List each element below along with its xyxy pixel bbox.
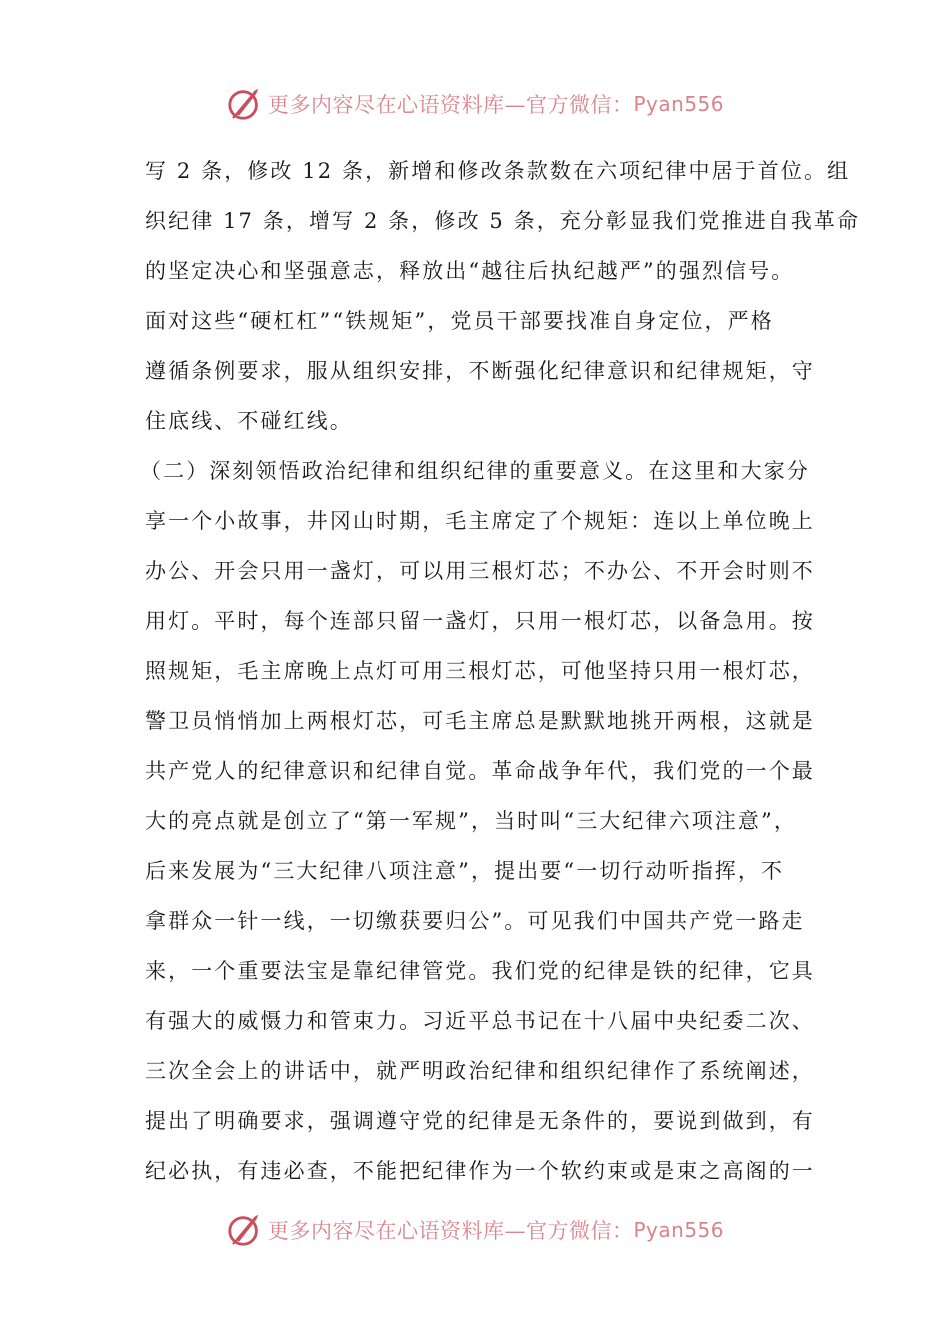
header-watermark [0,84,950,124]
body-line: 来，一个重要法宝是靠纪律管党。我们党的纪律是铁的纪律，它具 [145,959,815,983]
body-line: 遵循条例要求，服从组织安排，不断强化纪律意识和纪律规矩，守 [145,359,815,383]
body-line: 提出了明确要求，强调遵守党的纪律是无条件的，要说到做到，有 [145,1109,815,1133]
section-heading-line: （二）深刻领悟政治纪律和组织纪律的重要意义。在这里和大家分 [140,459,810,483]
body-line: 的坚定决心和坚强意志，释放出“越往后执纪越严”的强烈信号。 [145,259,795,283]
body-line: 有强大的威慑力和管束力。习近平总书记在十八届中央纪委二次、 [145,1009,815,1033]
quill-circle-logo-icon [226,1211,264,1249]
body-line: 住底线、不碰红线。 [145,409,353,433]
footer-watermark [0,1210,950,1250]
body-line: 三次全会上的讲话中，就严明政治纪律和组织纪律作了系统阐述， [145,1059,815,1083]
body-line: 面对这些“硬杠杠”“铁规矩”，党员干部要找准自身定位，严格 [145,309,774,333]
body-line: 纪必执，有违必查，不能把纪律作为一个软约束或是束之高阁的一 [145,1159,815,1183]
quill-circle-logo-icon [226,85,264,123]
body-line: 享一个小故事，井冈山时期，毛主席定了个规矩：连以上单位晚上 [145,509,815,533]
body-line: 用灯。平时，每个连部只留一盏灯，只用一根灯芯，以备急用。按 [145,609,815,633]
body-line: 大的亮点就是创立了“第一军规”，当时叫“三大纪律六项注意”， [145,809,797,833]
body-line: 后来发展为“三大纪律八项注意”，提出要“一切行动听指挥，不 [145,859,785,883]
document-body [140,146,861,1196]
body-line: 拿群众一针一线，一切缴获要归公”。可见我们中国共产党一路走 [145,909,805,933]
body-line: 织纪律 17 条，增写 2 条，修改 5 条，充分彰显我们党推进自我革命 [145,209,861,233]
watermark-text: 更多内容尽在心语资料库—官方微信： [267,93,634,117]
body-line: 办公、开会只用一盏灯，可以用三根灯芯；不办公、不开会时则不 [145,559,815,583]
body-line: 写 2 条，修改 12 条，新增和修改条款数在六项纪律中居于首位。组 [145,159,851,183]
watermark-text: 更多内容尽在心语资料库—官方微信： [267,1219,634,1243]
body-line: 共产党人的纪律意识和纪律自觉。革命战争年代，我们党的一个最 [145,759,815,783]
wechat-id: Pyan556 [633,92,724,116]
body-line: 警卫员悄悄加上两根灯芯，可毛主席总是默默地挑开两根，这就是 [145,709,815,733]
body-line: 照规矩，毛主席晚上点灯可用三根灯芯，可他坚持只用一根灯芯， [145,659,815,683]
wechat-id: Pyan556 [633,1218,724,1242]
